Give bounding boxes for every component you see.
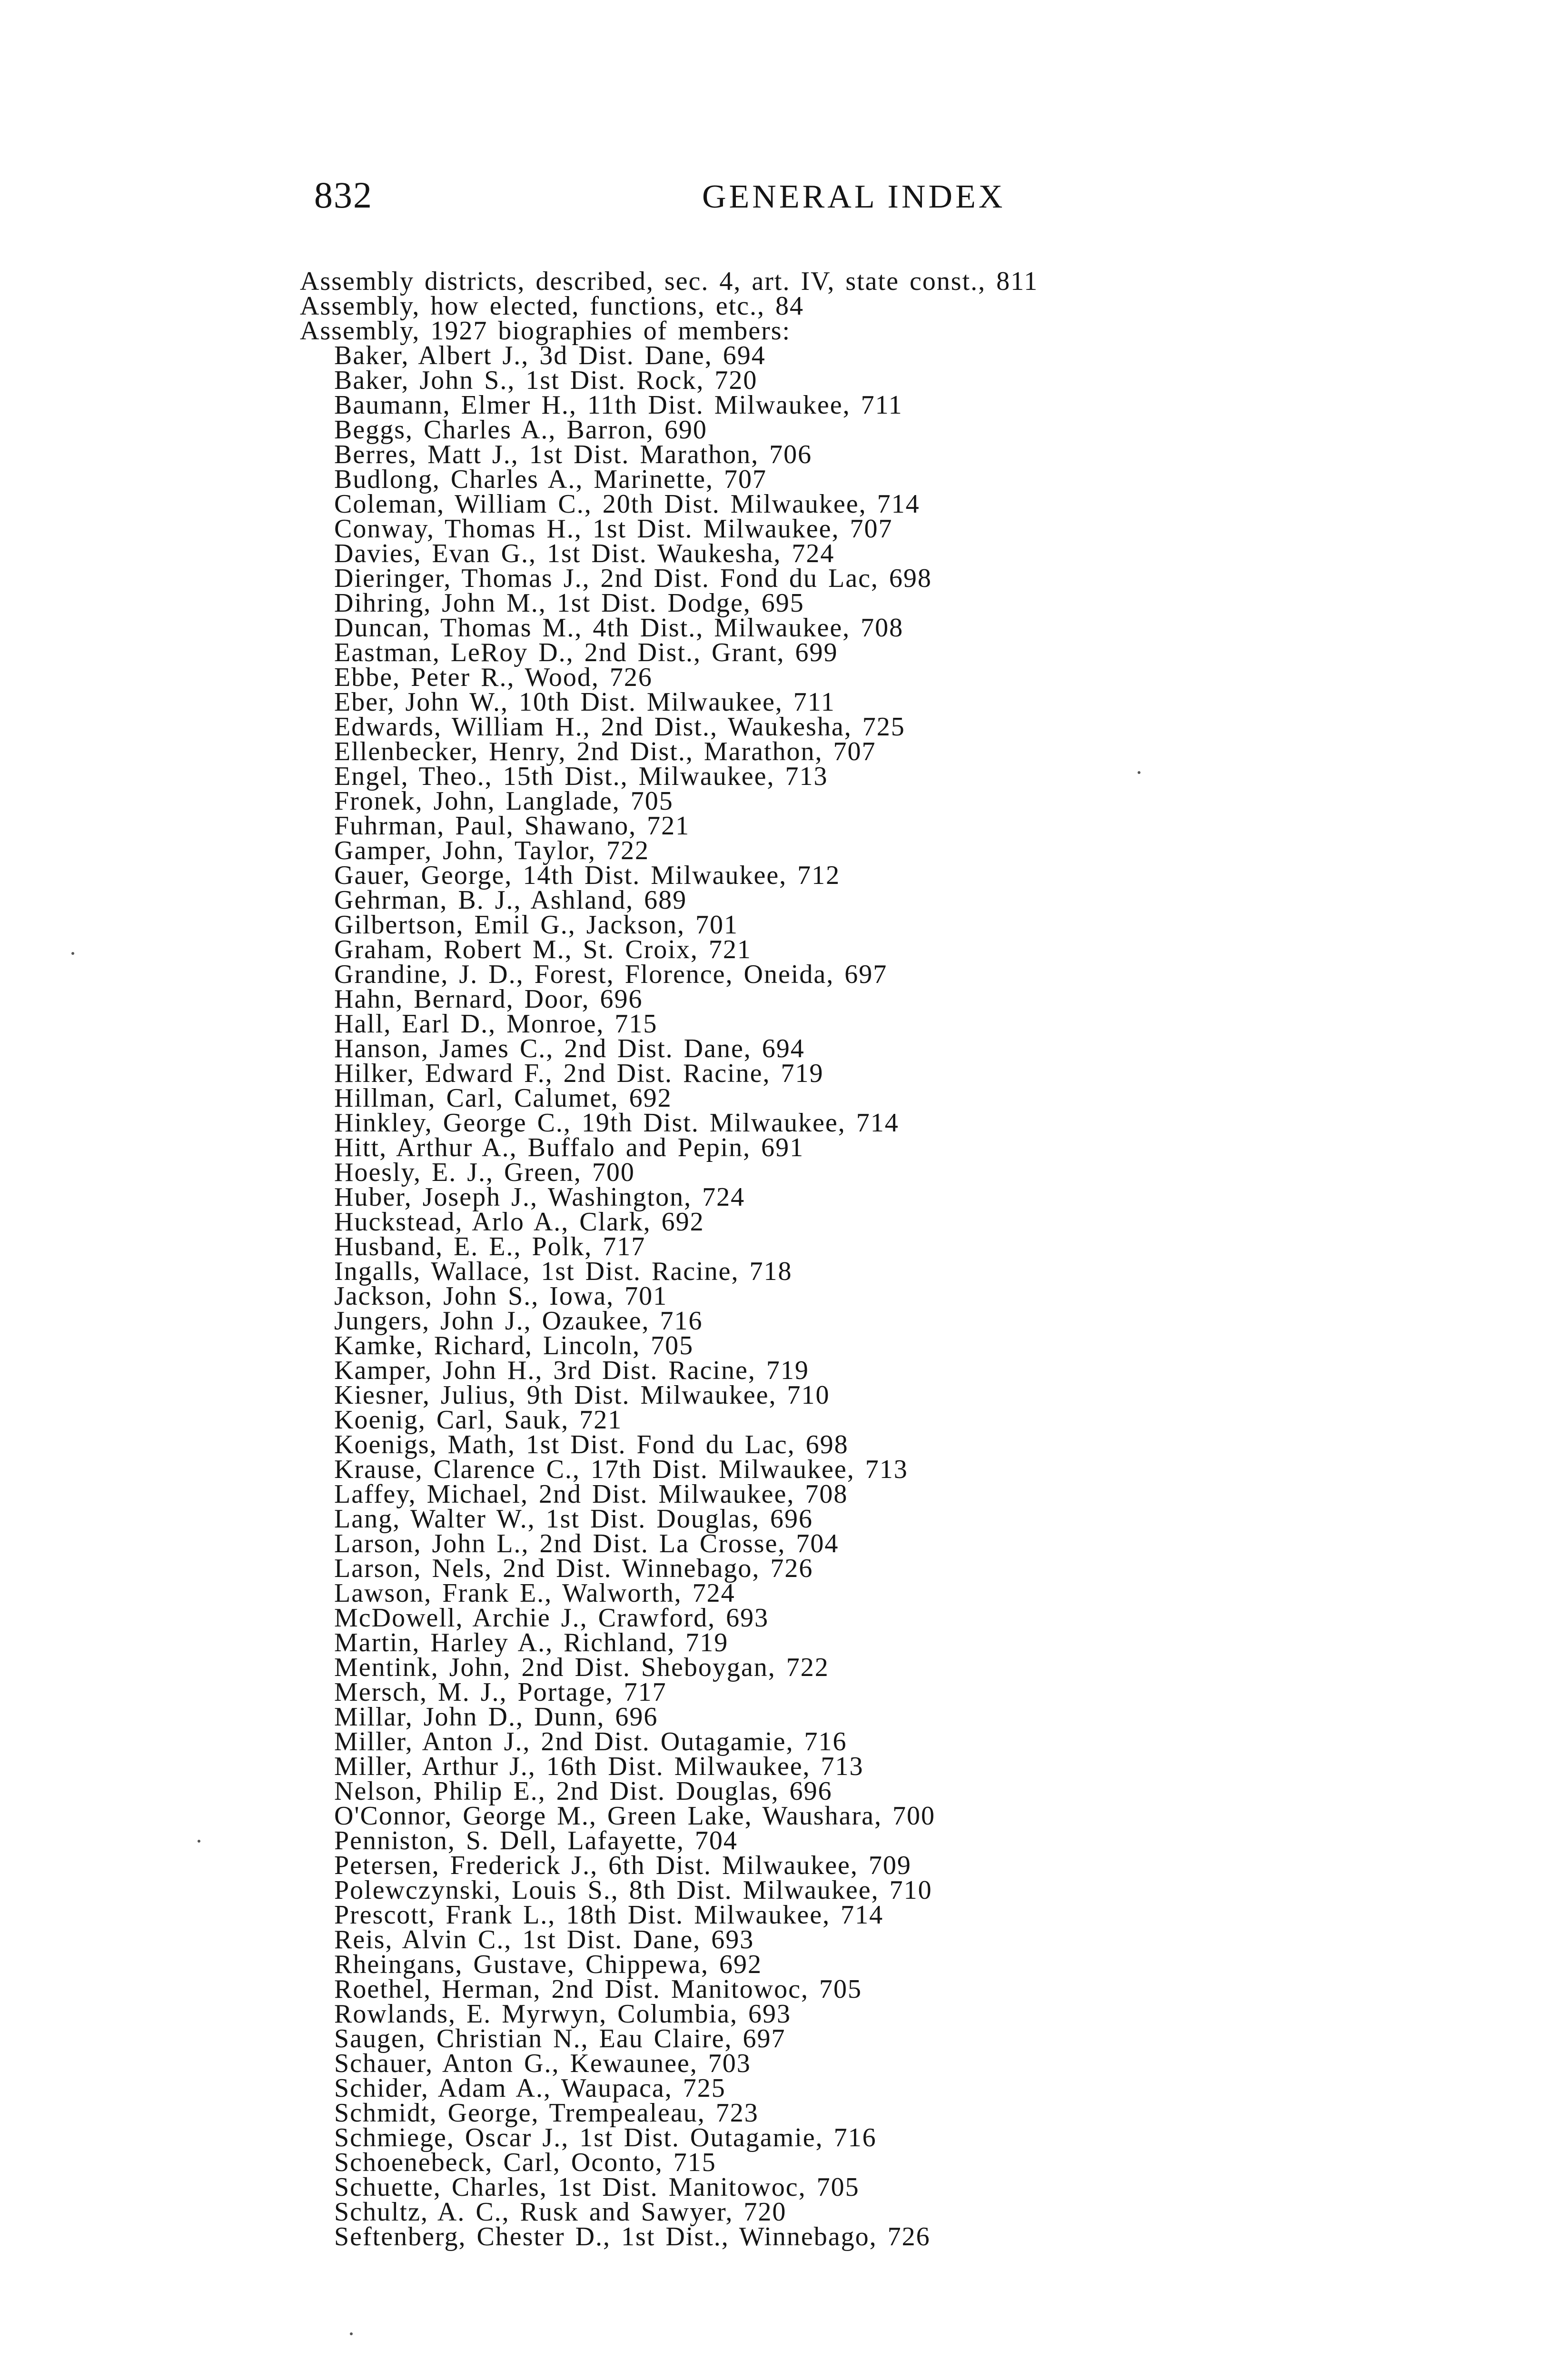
member-entry: Duncan, Thomas M., 4th Dist., Milwaukee, 708 <box>334 613 904 643</box>
member-entry: Baker, John S., 1st Dist. Rock, 720 <box>334 366 758 395</box>
running-title: GENERAL INDEX <box>702 178 1006 215</box>
member-entry: Hitt, Arthur A., Buffalo and Pepin, 691 <box>334 1133 804 1162</box>
member-entry: Seftenberg, Chester D., 1st Dist., Winnebago, 726 <box>334 2222 931 2251</box>
member-entry: Kiesner, Julius, 9th Dist. Milwaukee, 710 <box>334 1380 830 1410</box>
member-entry: Krause, Clarence C., 17th Dist. Milwaukee, 713 <box>334 1455 908 1484</box>
member-entry: Conway, Thomas H., 1st Dist. Milwaukee, 707 <box>334 514 893 544</box>
member-entry: Gehrman, B. J., Ashland, 689 <box>334 885 687 915</box>
member-entry: Schmidt, George, Trempealeau, 723 <box>334 2098 759 2128</box>
member-entry: Huber, Joseph J., Washington, 724 <box>334 1182 745 1212</box>
member-entry: Grandine, J. D., Forest, Florence, Oneida, 697 <box>334 960 888 989</box>
member-entry: Schultz, A. C., Rusk and Sawyer, 720 <box>334 2197 787 2227</box>
member-entry: Penniston, S. Dell, Lafayette, 704 <box>334 1826 738 1855</box>
member-entry: Rowlands, E. Myrwyn, Columbia, 693 <box>334 1999 791 2029</box>
member-entry: Petersen, Frederick J., 6th Dist. Milwaukee, 709 <box>334 1851 912 1880</box>
member-entry: Kamke, Richard, Lincoln, 705 <box>334 1331 694 1360</box>
member-entry: Jackson, John S., Iowa, 701 <box>334 1281 668 1311</box>
member-entry: Rheingans, Gustave, Chippewa, 692 <box>334 1950 762 1979</box>
member-entry: McDowell, Archie J., Crawford, 693 <box>334 1603 769 1633</box>
member-entry: Schauer, Anton G., Kewaunee, 703 <box>334 2049 751 2078</box>
member-entry: Hinkley, George C., 19th Dist. Milwaukee, 714 <box>334 1108 899 1138</box>
member-entry: Husband, E. E., Polk, 717 <box>334 1232 646 1261</box>
member-entry: Koenig, Carl, Sauk, 721 <box>334 1405 623 1435</box>
member-entry: Eastman, LeRoy D., 2nd Dist., Grant, 699 <box>334 638 838 667</box>
member-entry: Hillman, Carl, Calumet, 692 <box>334 1083 672 1113</box>
member-entry: Miller, Anton J., 2nd Dist. Outagamie, 716 <box>334 1727 847 1756</box>
member-entry: Engel, Theo., 15th Dist., Milwaukee, 713 <box>334 762 828 791</box>
member-entry: Martin, Harley A., Richland, 719 <box>334 1628 729 1657</box>
member-entry: Ellenbecker, Henry, 2nd Dist., Marathon, 707 <box>334 737 876 766</box>
member-entry: Hall, Earl D., Monroe, 715 <box>334 1009 658 1039</box>
member-entry: Polewczynski, Louis S., 8th Dist. Milwaukee, 710 <box>334 1875 932 1905</box>
member-entry: Baker, Albert J., 3d Dist. Dane, 694 <box>334 341 766 370</box>
print-speck <box>198 1840 200 1843</box>
member-entry: Schmiege, Oscar J., 1st Dist. Outagamie, 716 <box>334 2123 877 2152</box>
member-entry: Roethel, Herman, 2nd Dist. Manitowoc, 705 <box>334 1974 862 2004</box>
member-entry: Ebbe, Peter R., Wood, 726 <box>334 663 653 692</box>
member-entry: Fronek, John, Langlade, 705 <box>334 786 674 816</box>
page-header <box>314 171 1038 224</box>
member-entry: Coleman, William C., 20th Dist. Milwaukee, 714 <box>334 489 920 519</box>
member-entry: Fuhrman, Paul, Shawano, 721 <box>334 811 690 841</box>
member-entry: Larson, John L., 2nd Dist. La Crosse, 704 <box>334 1529 839 1558</box>
member-entry: Schuette, Charles, 1st Dist. Manitowoc, 705 <box>334 2172 860 2202</box>
member-entry: Nelson, Philip E., 2nd Dist. Douglas, 696 <box>334 1776 832 1806</box>
member-entry: Edwards, William H., 2nd Dist., Waukesha, 725 <box>334 712 905 742</box>
member-entry: Lang, Walter W., 1st Dist. Douglas, 696 <box>334 1504 813 1534</box>
member-entry: Mentink, John, 2nd Dist. Sheboygan, 722 <box>334 1653 829 1682</box>
page-number: 832 <box>314 174 373 216</box>
member-entry: Graham, Robert M., St. Croix, 721 <box>334 935 752 964</box>
member-entry: Gauer, George, 14th Dist. Milwaukee, 712 <box>334 861 841 890</box>
member-entry: Gilbertson, Emil G., Jackson, 701 <box>334 910 739 940</box>
member-entry: Reis, Alvin C., 1st Dist. Dane, 693 <box>334 1925 754 1954</box>
member-entry: Hanson, James C., 2nd Dist. Dane, 694 <box>334 1034 805 1063</box>
member-entry: Larson, Nels, 2nd Dist. Winnebago, 726 <box>334 1554 813 1583</box>
member-entry: Dihring, John M., 1st Dist. Dodge, 695 <box>334 588 804 618</box>
print-speck <box>350 2332 353 2335</box>
member-entry: Mersch, M. J., Portage, 717 <box>334 1677 667 1707</box>
index-entry-list <box>300 269 1276 2249</box>
member-entry: Hilker, Edward F., 2nd Dist. Racine, 719 <box>334 1059 824 1088</box>
member-entry: Hoesly, E. J., Green, 700 <box>334 1158 635 1187</box>
member-entry: Prescott, Frank L., 18th Dist. Milwaukee, 714 <box>334 1900 884 1930</box>
member-entry: Beggs, Charles A., Barron, 690 <box>334 415 707 445</box>
member-entry: Baumann, Elmer H., 11th Dist. Milwaukee, 711 <box>334 390 903 420</box>
member-entry: Ingalls, Wallace, 1st Dist. Racine, 718 <box>334 1257 793 1286</box>
member-entry: Gamper, John, Taylor, 722 <box>334 836 650 865</box>
member-entry: Koenigs, Math, 1st Dist. Fond du Lac, 698 <box>334 1430 849 1459</box>
member-entry: Lawson, Frank E., Walworth, 724 <box>334 1578 735 1608</box>
index-entry: Assembly, 1927 biographies of members: <box>300 316 791 346</box>
member-entry: O'Connor, George M., Green Lake, Waushara, 700 <box>334 1801 935 1831</box>
member-entry: Jungers, John J., Ozaukee, 716 <box>334 1306 703 1336</box>
member-entry: Millar, John D., Dunn, 696 <box>334 1702 658 1732</box>
member-entry: Miller, Arthur J., 16th Dist. Milwaukee, 713 <box>334 1752 864 1781</box>
member-entry: Schoenebeck, Carl, Oconto, 715 <box>334 2148 716 2177</box>
member-entry: Dieringer, Thomas J., 2nd Dist. Fond du Lac, 698 <box>334 564 932 593</box>
member-entry: Eber, John W., 10th Dist. Milwaukee, 711 <box>334 687 835 717</box>
member-entry: Saugen, Christian N., Eau Claire, 697 <box>334 2024 786 2053</box>
print-speck <box>1138 771 1140 774</box>
member-entry: Hahn, Bernard, Door, 696 <box>334 984 643 1014</box>
index-entry: Assembly districts, described, sec. 4, art. IV, state const., 811 <box>300 267 1039 296</box>
print-speck <box>71 952 74 955</box>
member-entry: Budlong, Charles A., Marinette, 707 <box>334 465 767 494</box>
index-entry: Assembly, how elected, functions, etc., 84 <box>300 291 804 321</box>
member-entry: Laffey, Michael, 2nd Dist. Milwaukee, 708 <box>334 1479 848 1509</box>
member-entry: Berres, Matt J., 1st Dist. Marathon, 706 <box>334 440 813 469</box>
member-entry: Kamper, John H., 3rd Dist. Racine, 719 <box>334 1356 809 1385</box>
member-entry: Schider, Adam A., Waupaca, 725 <box>334 2073 726 2103</box>
member-entry: Davies, Evan G., 1st Dist. Waukesha, 724 <box>334 539 835 568</box>
member-entry: Huckstead, Arlo A., Clark, 692 <box>334 1207 704 1237</box>
